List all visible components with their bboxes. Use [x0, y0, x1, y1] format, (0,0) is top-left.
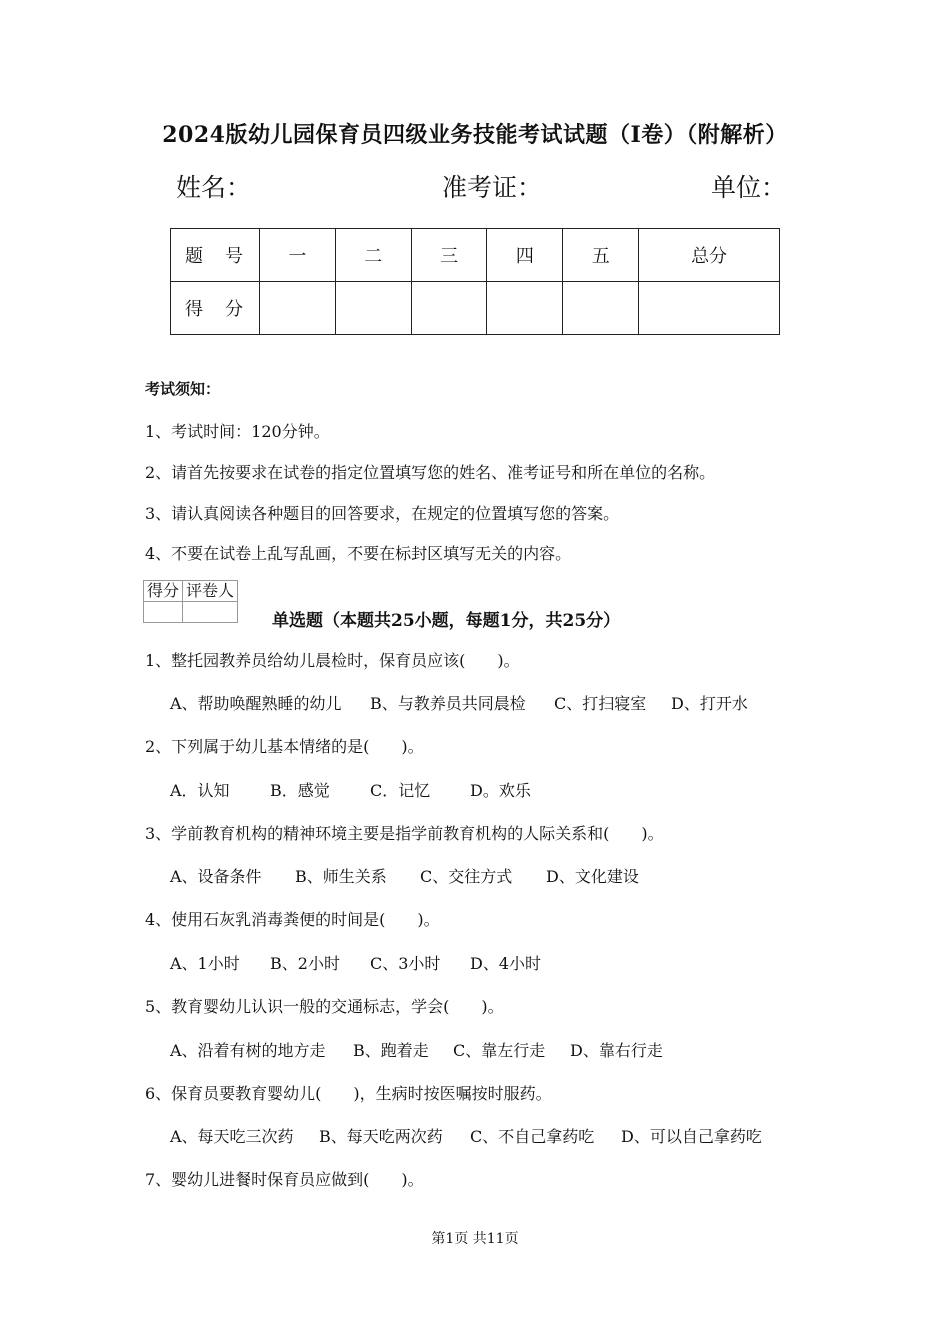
grader-box: [143, 580, 238, 623]
notice-item: 4、不要在试卷上乱写乱画，不要在标封区填写无关的内容。: [145, 544, 572, 563]
grader-reviewer-cell[interactable]: [183, 602, 238, 623]
option-a[interactable]: A．认知: [170, 781, 230, 800]
score-table-header-row: [171, 229, 780, 282]
option-b[interactable]: B、师生关系: [295, 867, 387, 886]
option-d[interactable]: D、打开水: [671, 694, 748, 713]
question-options: [170, 1124, 762, 1147]
option-c[interactable]: C、3小时: [370, 954, 441, 973]
option-d[interactable]: D、可以自己拿药吃: [621, 1127, 762, 1146]
section-title: 单选题（本题共25小题，每题1分，共25分）: [272, 611, 621, 631]
question-options: [170, 691, 748, 714]
name-field-label: 姓名：: [176, 173, 252, 202]
question-stem: 7、婴幼儿进餐时保育员应做到( )。: [145, 1170, 424, 1189]
grader-score-cell[interactable]: [144, 602, 183, 623]
exam-id-field-label: 准考证：: [442, 173, 543, 202]
option-a[interactable]: A、沿着有树的地方走: [170, 1041, 326, 1060]
option-c[interactable]: C、靠左行走: [453, 1041, 546, 1060]
score-table-cell: 三: [411, 229, 487, 282]
grader-reviewer-label: 评卷人: [183, 581, 238, 602]
score-table-cell: 总分: [639, 229, 780, 282]
question-stem: 5、教育婴幼儿认识一般的交通标志，学会( )。: [145, 997, 504, 1016]
question-stem: 3、学前教育机构的精神环境主要是指学前教育机构的人际关系和( )。: [145, 824, 664, 843]
question-options: [170, 1038, 663, 1061]
option-c[interactable]: C、不自己拿药吃: [470, 1127, 595, 1146]
question-options: [170, 864, 639, 887]
option-b[interactable]: B．感觉: [270, 781, 330, 800]
option-d[interactable]: D。欢乐: [470, 781, 531, 800]
notice-heading: 考试须知：: [145, 380, 221, 398]
grader-score-label: 得分: [144, 581, 183, 602]
score-table-cell: 一: [260, 229, 336, 282]
option-d[interactable]: D、文化建设: [546, 867, 639, 886]
option-b[interactable]: B、跑着走: [353, 1041, 429, 1060]
score-entry-cell[interactable]: [563, 282, 639, 335]
question-stem: 2、下列属于幼儿基本情绪的是( )。: [145, 737, 424, 756]
option-b[interactable]: B、与教养员共同晨检: [370, 694, 526, 713]
question-stem: 6、保育员要教育婴幼儿( )，生病时按医嘱按时服药。: [145, 1084, 552, 1103]
option-a[interactable]: A、帮助唤醒熟睡的幼儿: [170, 694, 342, 713]
score-table-cell: 题 号: [171, 229, 260, 282]
page-footer: 第1页 共11页: [431, 1231, 519, 1247]
option-a[interactable]: A、每天吃三次药: [170, 1127, 294, 1146]
question-stem: 4、使用石灰乳消毒粪便的时间是( )。: [145, 910, 440, 929]
option-a[interactable]: A、设备条件: [170, 867, 262, 886]
unit-field-label: 单位：: [711, 173, 787, 202]
score-entry-cell[interactable]: [487, 282, 563, 335]
option-b[interactable]: B、每天吃两次药: [319, 1127, 443, 1146]
score-entry-cell[interactable]: [260, 282, 336, 335]
option-d[interactable]: D、4小时: [470, 954, 542, 973]
option-c[interactable]: C．记忆: [370, 781, 431, 800]
score-table-cell: 二: [335, 229, 411, 282]
option-d[interactable]: D、靠右行走: [570, 1041, 663, 1060]
notice-item: 2、请首先按要求在试卷的指定位置填写您的姓名、准考证号和所在单位的名称。: [145, 463, 716, 482]
option-c[interactable]: C、打扫寝室: [554, 694, 647, 713]
question-options: [170, 951, 541, 974]
question-stem: 1、整托园教养员给幼儿晨检时，保育员应该( )。: [145, 651, 520, 670]
score-entry-cell[interactable]: [335, 282, 411, 335]
score-entry-cell[interactable]: [639, 282, 780, 335]
notice-item: 1、考试时间：120分钟。: [145, 422, 330, 441]
score-entry-cell[interactable]: [411, 282, 487, 335]
option-b[interactable]: B、2小时: [270, 954, 340, 973]
document-title: 2024版幼儿园保育员四级业务技能考试试题（I卷）（附解析）: [162, 122, 788, 148]
score-table-cell: 得 分: [171, 282, 260, 335]
option-a[interactable]: A、1小时: [170, 954, 240, 973]
score-table-cell: 四: [487, 229, 563, 282]
question-options: [170, 778, 531, 801]
score-table: [170, 228, 780, 335]
score-table-cell: 五: [563, 229, 639, 282]
option-c[interactable]: C、交往方式: [420, 867, 513, 886]
notice-item: 3、请认真阅读各种题目的回答要求，在规定的位置填写您的答案。: [145, 504, 620, 523]
score-table-score-row: [171, 282, 780, 335]
